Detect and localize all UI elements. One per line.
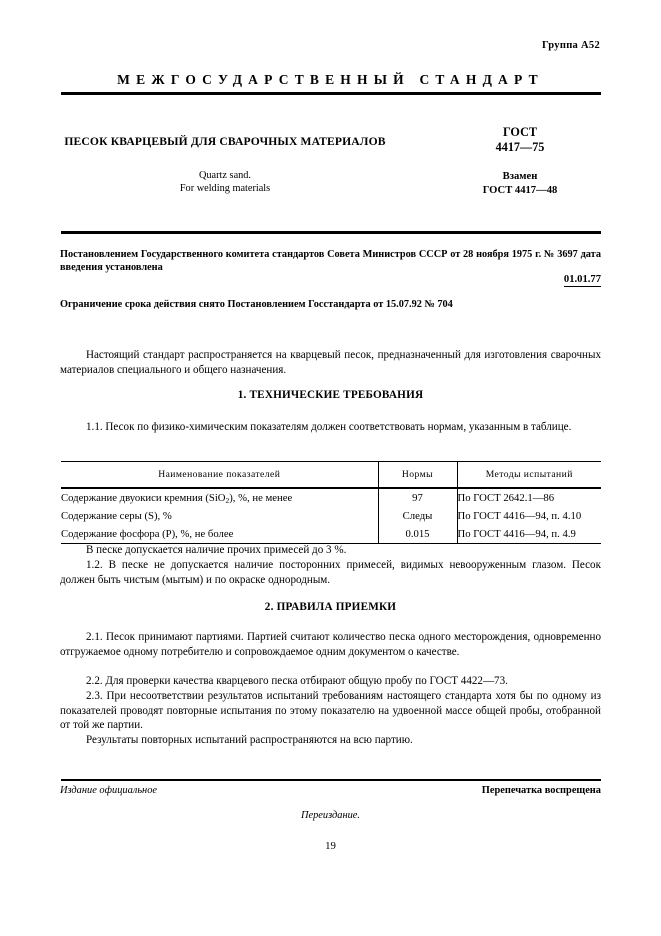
table-cell-method: По ГОСТ 4416—94, п. 4.9 [457, 525, 601, 544]
standard-title-ru: ПЕСОК КВАРЦЕВЫЙ ДЛЯ СВАРОЧНЫХ МАТЕРИАЛОВ [64, 135, 386, 148]
paragraph-2-1 [60, 630, 601, 659]
gost-label: ГОСТ [502, 125, 537, 139]
table-header-cell-method: Методы испытаний [457, 462, 601, 489]
paragraph-impurity-text: В песке допускается наличие прочих примесей до 3 %. [86, 544, 347, 556]
norms-table-element [61, 461, 601, 544]
page-number: 19 [325, 840, 336, 852]
validity-limit-removed-text: Ограничение срока действия снято Постановлением Госстандарта от 15.07.92 № 704 [60, 299, 453, 310]
norms-table [61, 461, 601, 544]
table-header-row [61, 462, 601, 489]
paragraph-1-1 [60, 420, 601, 435]
section-2-heading: 2. ПРАВИЛА ПРИЕМКИ [264, 601, 397, 613]
paragraph-1-2 [60, 558, 601, 587]
standard-title-en [60, 170, 390, 195]
resolution-text: Постановлением Государственного комитета стандартов Совета Министров СССР от 28 ноября 1975 г. № 3697 дата введения установлена [60, 249, 601, 274]
introduction-date-value: 01.01.77 [563, 274, 601, 285]
table-cell-name-suffix: ), %, не менее [229, 492, 293, 504]
table-cell-name: Содержание серы (S), % [61, 510, 172, 522]
paragraph-2-3-text: 2.3. При несоответствии результатов испытаний требованиям настоящего стандарта хотя бы по одному из показателей проводят повторные испытания по этому показателю на удвоенной массе общей пробы, отобранной от той же партии. [60, 690, 601, 732]
table-cell-name: Содержание фосфора (Р), %, не более [61, 525, 378, 544]
paragraph-impurity [60, 543, 601, 558]
table-cell-norm: 97 [378, 488, 457, 507]
paragraph-2-1-text: 2.1. Песок принимают партиями. Партией считают количество песка одного месторождения, одновременно отгружаемое одному потребителю и сопровождаемое одним документом о качестве. [60, 631, 601, 658]
replaces-number: ГОСТ 4417—48 [482, 185, 558, 196]
table-cell-method: По ГОСТ 4416—94, п. 4.10 [457, 507, 601, 525]
document-kind-heading: МЕЖГОСУДАРСТВЕННЫЙ СТАНДАРТ [117, 72, 544, 87]
standard-title-en-line2: For welding materials [179, 182, 271, 194]
gost-number-block [420, 125, 620, 154]
table-cell-name-prefix: Содержание двуокиси кремния (SiO [61, 492, 226, 504]
gost-number-value: 4417—75 [495, 139, 545, 154]
paragraph-2-2 [60, 674, 601, 689]
standard-title-en-line1: Quartz sand. [198, 170, 252, 181]
paragraph-retest-text: Результаты повторных испытаний распространяются на всю партию. [86, 734, 413, 746]
header-rule-top [61, 92, 601, 95]
replaces-label: Взамен [502, 171, 538, 182]
scope-paragraph [60, 348, 601, 377]
table-header-cell-norm: Нормы [378, 462, 457, 489]
group-code: Группа А52 [541, 40, 600, 51]
paragraph-2-3 [60, 689, 601, 733]
footer-rule [61, 779, 601, 781]
table-cell-name [61, 488, 378, 507]
table-row [61, 525, 601, 544]
scope-text: Настоящий стандарт распространяется на кварцевый песок, предназначенный для изготовления сварочных материалов специального и общего назначения. [60, 349, 601, 376]
table-cell-norm: 0.015 [378, 525, 457, 544]
paragraph-1-1-text: 1.1. Песок по физико-химическим показателям должен соответствовать нормам, указанным в таблице. [86, 421, 572, 433]
introduction-date [60, 274, 601, 285]
paragraph-2-2-text: 2.2. Для проверки качества кварцевого песка отбирают общую пробу по ГОСТ 4422—73. [86, 675, 508, 687]
gost-replaces-block [420, 170, 620, 198]
table-cell-method: По ГОСТ 2642.1—86 [457, 488, 601, 507]
table-row [61, 507, 601, 525]
header-rule-bottom [61, 231, 601, 234]
footer-reissue-note: Переиздание. [300, 810, 361, 821]
section-1-heading: 1. ТЕХНИЧЕСКИЕ ТРЕБОВАНИЯ [237, 389, 424, 401]
paragraph-retest [60, 733, 601, 748]
table-cell-name-subscript: 2 [225, 496, 230, 506]
table-cell-norm: Следы [378, 507, 457, 525]
table-header-cell-name: Наименование показателей [61, 462, 378, 489]
paragraph-1-2-text: 1.2. В песке не допускается наличие посторонних примесей, видимых невооруженным глазом. Песок должен быть чистым (мытым) и по окраске однородным. [60, 559, 601, 586]
table-row [61, 488, 601, 507]
footer-official-edition: Издание официальное [60, 785, 158, 796]
footer-reprint-prohibited: Перепечатка воспрещена [481, 785, 601, 796]
